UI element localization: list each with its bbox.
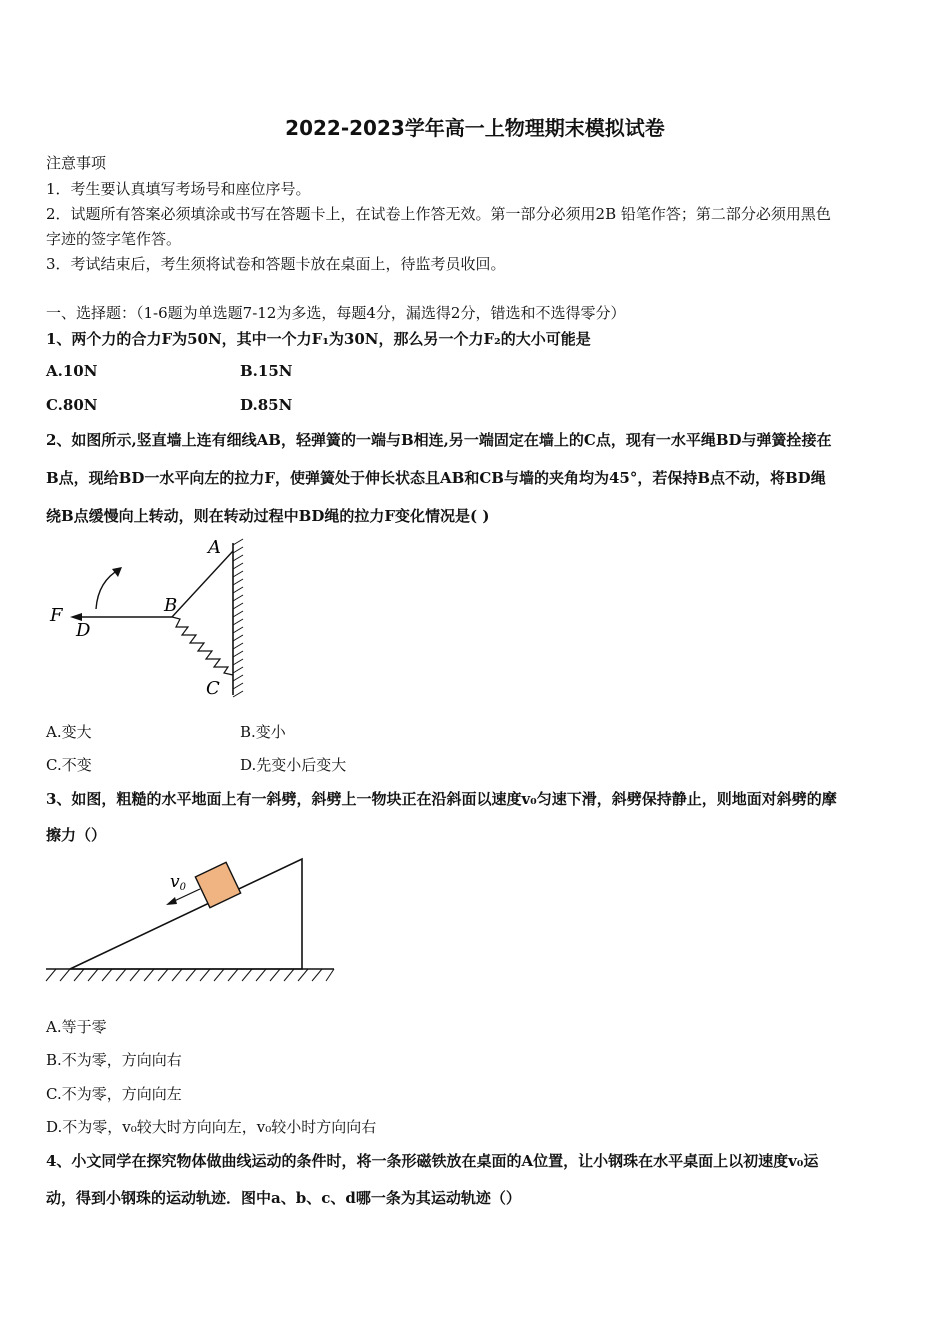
section-heading: 一、选择题：（1-6题为单选题7-12为多选，每题4分，漏选得2分，错选和不选得零分） [46,304,626,322]
q1-option-a: A.10N [46,362,98,380]
label-c: C [206,678,220,699]
q1-option-b: B.15N [240,362,293,380]
q2-stem-line-1: 2、如图所示,竖直墙上连有细线AB，轻弹簧的一端与B相连,另一端固定在墙上的C点，现有一水平绳BD与弹簧拴接在 [46,431,832,449]
label-b: B [164,595,178,616]
velocity-arrow-icon [166,897,177,905]
q3-option-a: A.等于零 [46,1018,107,1036]
q4-stem-line-2: 动，得到小钢珠的运动轨迹．图中a、b、c、d哪一条为其运动轨迹（） [46,1189,521,1207]
block [195,862,240,907]
notice-item-2: 2．试题所有答案必须填涂或书写在答题卡上，在试卷上作答无效。第一部分必须用2B 铅笔作答；第二部分必须用黑色 [46,205,831,223]
notice-item-2-cont: 字迹的签字笔作答。 [46,230,182,248]
q4-stem-line-1: 4、小文同学在探究物体做曲线运动的条件时，将一条形磁铁放在桌面的A位置，让小钢珠在水平桌面上以初速度v₀运 [46,1152,819,1170]
q2-stem-line-3: 绕B点缓慢向上转动，则在转动过程中BD绳的拉力F变化情况是( ) [46,507,490,525]
q1-stem: 1、两个力的合力F为50N，其中一个力F₁为30N，那么另一个力F₂的大小可能是 [46,330,591,348]
page-title: 2022-2023学年高一上物理期末模拟试卷 [285,116,665,140]
notice-heading: 注意事项 [46,154,107,172]
q2-option-a: A.变大 [46,723,92,741]
q2-option-d: D.先变小后变大 [240,756,347,774]
q3-stem-line-1: 3、如图，粗糙的水平地面上有一斜劈，斜劈上一物块正在沿斜面以速度v₀匀速下滑，斜劈保持静止，则地面对斜劈的摩 [46,790,837,808]
q3-option-d: D.不为零，v₀较大时方向向左，v₀较小时方向向右 [46,1118,377,1136]
rotation-arrow-icon [96,569,120,609]
q3-option-c: C.不为零，方向向左 [46,1085,182,1103]
q2-figure [40,535,270,705]
notice-item-3: 3．考试结束后，考生须将试卷和答题卡放在桌面上，待监考员收回。 [46,255,506,273]
q3-option-b: B.不为零，方向向右 [46,1051,182,1069]
label-f: F [50,605,63,626]
wall-hatching [233,539,243,697]
q2-stem-line-2: B点，现给BD一水平向左的拉力F，使弹簧处于伸长状态且AB和CB与墙的夹角均为45°，若保持B点不动，将BD绳 [46,469,826,487]
q1-option-c: C.80N [46,396,98,414]
wedge [70,859,302,969]
label-d: D [76,620,91,641]
ground-hatching [46,969,334,981]
label-a: A [208,537,221,558]
q2-option-c: C.不变 [46,756,92,774]
notice-item-1: 1．考生要认真填写考场号和座位序号。 [46,180,311,198]
string-ab [172,551,233,617]
q3-figure [44,855,339,990]
q3-stem-line-2: 擦力（） [46,826,107,844]
label-v0: v0 [170,872,186,893]
spring-bc [172,617,233,675]
q1-option-d: D.85N [240,396,293,414]
q2-option-b: B.变小 [240,723,286,741]
